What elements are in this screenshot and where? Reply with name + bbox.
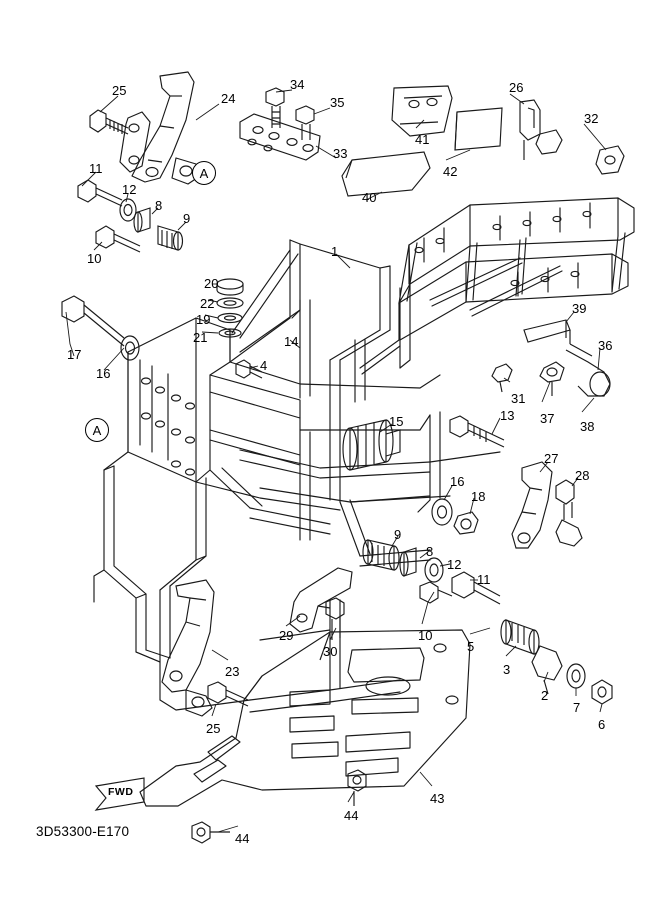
callout-12-lower: 12 — [447, 557, 462, 572]
callout-18: 18 — [471, 489, 486, 504]
part-13-long-bolt — [450, 416, 504, 447]
callout-3: 3 — [503, 662, 511, 677]
section-marker-a-upper: A — [192, 161, 216, 185]
callout-1: 1 — [331, 244, 339, 259]
callout-21: 21 — [193, 330, 208, 345]
callout-5: 5 — [467, 639, 475, 654]
callout-25-lower: 25 — [206, 721, 221, 736]
callout-8-upper: 8 — [155, 198, 163, 213]
callout-44-upper: 44 — [344, 808, 359, 823]
callout-24: 24 — [221, 91, 236, 106]
callout-11-lower: 11 — [477, 572, 491, 587]
callout-17: 17 — [67, 347, 82, 362]
callout-33: 33 — [333, 146, 348, 161]
main-frame-body — [128, 318, 230, 482]
callout-9-lower: 9 — [394, 527, 402, 542]
callout-40: 40 — [362, 190, 377, 205]
parts-39-36-38-assembly — [524, 320, 613, 396]
parts-lower-right-cluster — [501, 620, 612, 704]
part-43-skid-plate — [140, 630, 470, 806]
callout-16-upper: 16 — [96, 366, 111, 381]
parts-16-18-washers — [432, 499, 478, 534]
callout-15: 15 — [389, 414, 404, 429]
callout-8-lower: 8 — [426, 544, 434, 559]
callout-16-lower: 16 — [450, 474, 465, 489]
parts-29-30-bracket — [290, 568, 352, 640]
callout-20: 20 — [204, 276, 219, 291]
callout-36: 36 — [598, 338, 613, 353]
callout-10-upper: 10 — [87, 251, 102, 266]
callout-14: 14 — [284, 334, 299, 349]
callout-22: 22 — [200, 296, 215, 311]
callout-13: 13 — [500, 408, 515, 423]
callout-4: 4 — [260, 358, 268, 373]
callout-41: 41 — [415, 132, 430, 147]
part-25-bolt-upper — [90, 110, 128, 134]
fwd-label: FWD — [108, 786, 134, 798]
callout-35: 35 — [330, 95, 345, 110]
part-32-bracket — [536, 130, 624, 174]
callout-7: 7 — [573, 700, 581, 715]
part-41-bracket — [392, 86, 452, 136]
callout-10-lower: 10 — [418, 628, 433, 643]
part-40-plate — [342, 152, 430, 196]
callout-23: 23 — [225, 664, 240, 679]
callout-29: 29 — [279, 628, 294, 643]
part-4-bolt — [236, 360, 262, 378]
part-42-pad — [455, 108, 502, 150]
callout-2: 2 — [541, 688, 549, 703]
parts-20-22-19-21-washers — [217, 279, 243, 337]
callout-39: 39 — [572, 301, 587, 316]
upper-rails — [232, 250, 365, 402]
mid-cross-tubes — [210, 430, 330, 540]
callout-31: 31 — [511, 391, 526, 406]
section-marker-a-lower: A — [85, 418, 109, 442]
callout-43: 43 — [430, 791, 445, 806]
callout-26: 26 — [509, 80, 524, 95]
fwd-direction-badge — [96, 778, 150, 808]
callout-38: 38 — [580, 419, 595, 434]
callout-9-upper: 9 — [183, 211, 191, 226]
parts-27-28-bracket — [512, 462, 582, 548]
callout-28: 28 — [575, 468, 590, 483]
part-24-bracket — [120, 72, 200, 184]
callout-11-upper: 11 — [89, 161, 103, 176]
callout-37: 37 — [540, 411, 555, 426]
callout-34: 34 — [290, 77, 305, 92]
part-26-bracket — [520, 100, 540, 160]
part-31-bolt — [492, 364, 512, 392]
center-frame-members — [196, 240, 450, 510]
callout-6: 6 — [598, 717, 606, 732]
callout-32: 32 — [584, 111, 599, 126]
callout-42: 42 — [443, 164, 458, 179]
part-code-label: 3D53300-E170 — [36, 824, 130, 839]
callout-27: 27 — [544, 451, 559, 466]
callout-25: 25 — [112, 83, 127, 98]
callout-19: 19 — [196, 312, 211, 327]
callout-12-upper: 12 — [122, 182, 137, 197]
rear-frame-rails — [409, 198, 634, 284]
callout-44-lower: 44 — [235, 831, 250, 846]
callout-30: 30 — [323, 644, 338, 659]
